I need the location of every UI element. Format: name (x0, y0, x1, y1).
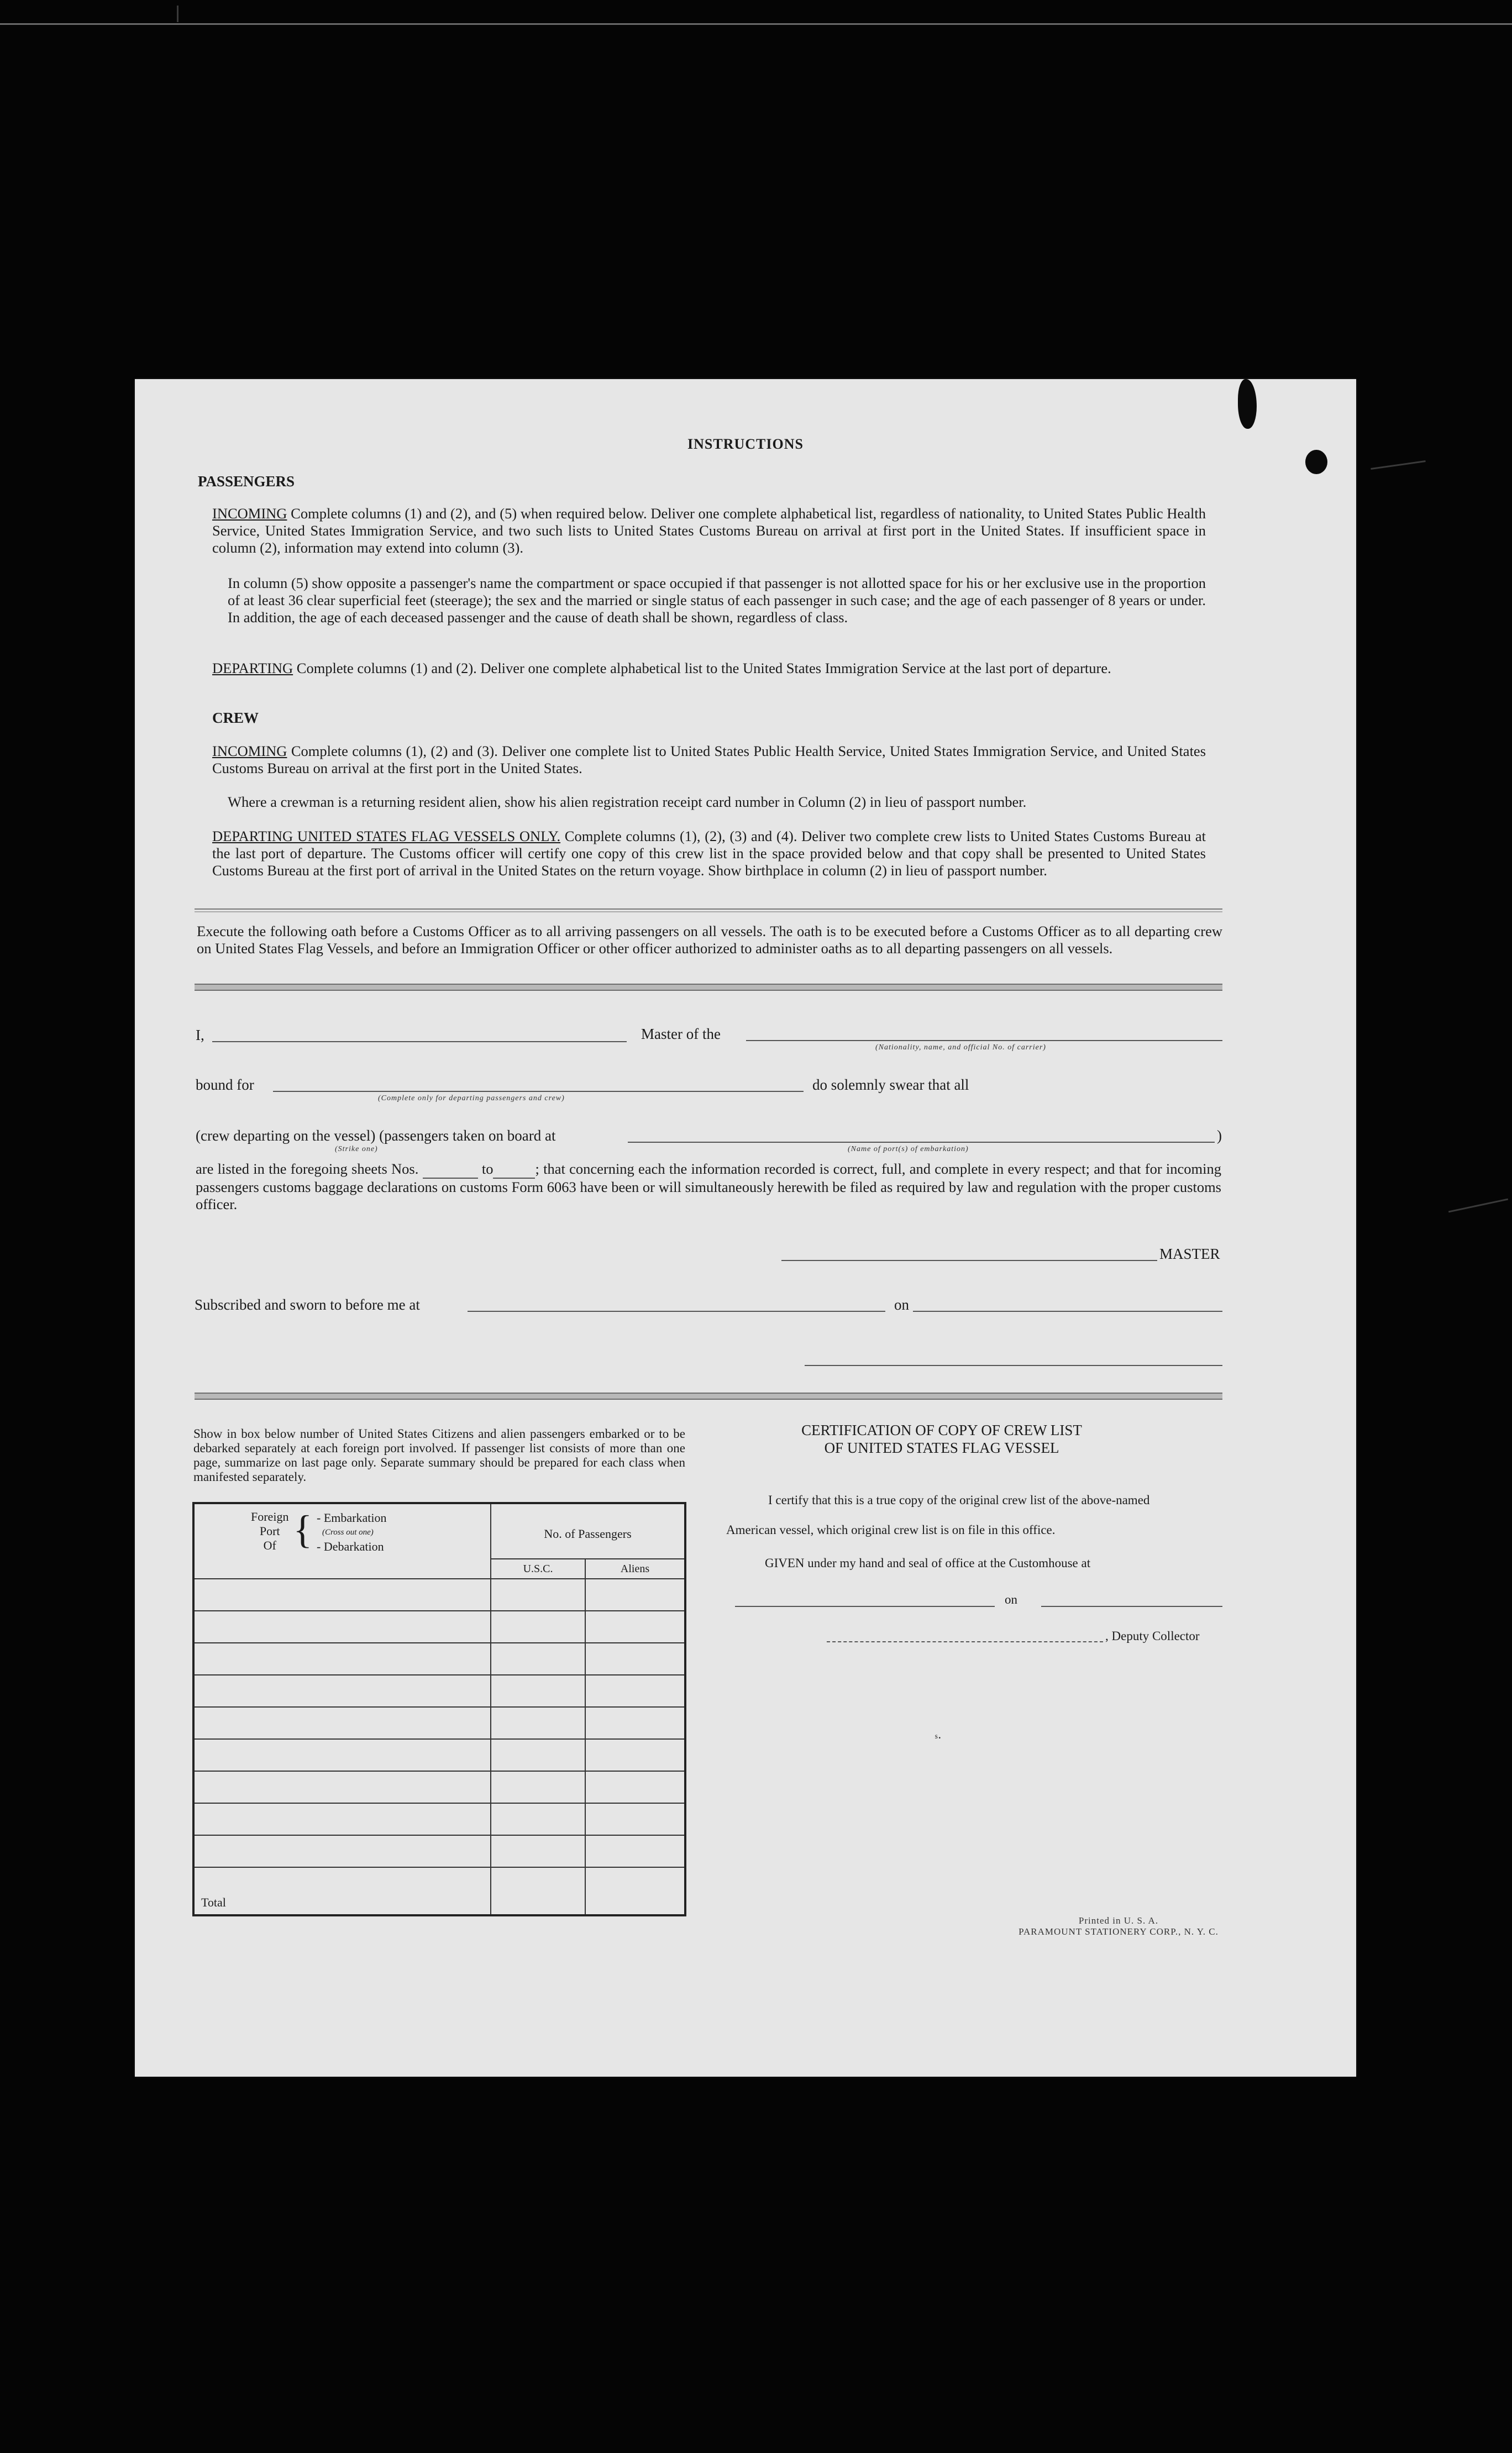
box-instruction: Show in box below number of United States Citizens and alien passengers embarked or to be debarked separately at each foreign port involved. If passenger list consists of more than one page, summarize on last page only. Separate summary should be prepared for each class when manifested separately. (193, 1427, 685, 1484)
cross-out-label: (Cross out one) (322, 1528, 374, 1537)
table-row (193, 1835, 685, 1867)
subscribed-label: Subscribed and sworn to before me at (195, 1296, 420, 1313)
usc-cell[interactable] (491, 1643, 585, 1675)
master-signature-line[interactable] (781, 1260, 1157, 1261)
film-scratch (1448, 1199, 1508, 1213)
port-cell[interactable] (193, 1739, 491, 1771)
officer-signature-line[interactable] (805, 1365, 1222, 1366)
oath-instruction: Execute the following oath before a Customs Officer as to all arriving passengers on all vessels. The oath is to be executed before a Customs Officer as to all departing crew on United States Flag Vessels, and before an Immigration Officer or other officer authorized to administer oaths as to all departing passengers on all vessels. (197, 923, 1222, 957)
usc-cell[interactable] (491, 1707, 585, 1739)
crew-incoming-label: INCOMING (212, 743, 287, 759)
passengers-departing-text: Complete columns (1) and (2). Deliver one complete alphabetical list to the United States Immigration Service at the last port of departure. (296, 660, 1111, 676)
passengers-heading: PASSENGERS (198, 473, 295, 490)
aliens-total-cell[interactable] (585, 1867, 685, 1915)
bound-for-caption: (Complete only for departing passengers and crew) (378, 1094, 565, 1102)
ink-mark (1238, 379, 1257, 429)
aliens-cell[interactable] (585, 1771, 685, 1803)
printer-imprint (975, 1915, 1262, 1937)
close-paren: ) (1217, 1127, 1222, 1144)
crew-departing-label: DEPARTING UNITED STATES FLAG VESSELS ONLY. (212, 828, 561, 844)
film-scratch (1371, 460, 1425, 470)
bound-for-label: bound for (196, 1076, 254, 1093)
usc-cell[interactable] (491, 1835, 585, 1867)
embarkation-label: - Embarkation (317, 1511, 387, 1525)
film-edge-line (0, 23, 1512, 25)
certify-text-2: American vessel, which original crew list is on file in this office. (726, 1523, 1056, 1537)
aliens-header: Aliens (585, 1559, 685, 1579)
crew-departing-text: Complete columns (1), (2), (3) and (4). Deliver two complete crew lists to United States Customs Bureau at the last port of departure. The Customs officer will certify one copy of this crew list in the space provided below and that copy shall be presented to United States Customs Bureau at the first port of arrival in the United States on the return voyage. Show birthplace in column (2) in lieu of passport number. (212, 828, 1206, 879)
certification-title-line1: CERTIFICATION OF COPY OF CREW LIST (801, 1422, 1082, 1438)
table-row (193, 1707, 685, 1739)
passenger-summary-table (192, 1502, 686, 1916)
passengers-departing-paragraph (212, 660, 1206, 677)
form-page (135, 379, 1356, 2077)
aliens-cell[interactable] (585, 1675, 685, 1707)
port-cell[interactable] (193, 1643, 491, 1675)
passengers-incoming-paragraph (212, 505, 1206, 556)
crew-heading: CREW (212, 710, 259, 726)
sworn-date-line[interactable] (913, 1311, 1222, 1312)
nationality-caption: (Nationality, name, and official No. of carrier) (875, 1043, 1046, 1052)
aliens-cell[interactable] (585, 1707, 685, 1739)
certification-title-line2: OF UNITED STATES FLAG VESSEL (824, 1440, 1059, 1456)
listed-paragraph (196, 1160, 1221, 1213)
swear-label: do solemnly swear that all (812, 1076, 969, 1093)
foreign-label: Foreign (251, 1510, 289, 1524)
ports-caption: (Name of port(s) of embarkation) (848, 1145, 969, 1153)
table-total-row (193, 1867, 685, 1915)
aliens-cell[interactable] (585, 1643, 685, 1675)
usc-cell[interactable] (491, 1611, 585, 1643)
film-scratch (177, 6, 179, 22)
no-of-passengers-header: No. of Passengers (491, 1503, 685, 1559)
sworn-place-line[interactable] (468, 1311, 885, 1312)
total-label: Total (193, 1867, 491, 1915)
port-cell[interactable] (193, 1579, 491, 1611)
master-label: MASTER (1159, 1246, 1220, 1262)
instructions-title: INSTRUCTIONS (687, 436, 804, 452)
carrier-line[interactable] (746, 1040, 1222, 1041)
port-cell[interactable] (193, 1803, 491, 1835)
port-cell[interactable] (193, 1675, 491, 1707)
sheet-from-blank[interactable] (423, 1160, 478, 1179)
sheet-to-blank[interactable] (493, 1160, 535, 1179)
foreign-port-header (193, 1503, 491, 1579)
port-cell[interactable] (193, 1707, 491, 1739)
aliens-cell[interactable] (585, 1579, 685, 1611)
of-label: Of (263, 1538, 276, 1552)
stray-mark: ˢ· (935, 1731, 942, 1745)
deputy-signature-line[interactable] (827, 1641, 1103, 1642)
printer-line2: PARAMOUNT STATIONERY CORP., N. Y. C. (1019, 1926, 1219, 1937)
section-divider (195, 984, 1222, 991)
port-cell[interactable] (193, 1835, 491, 1867)
table-row (193, 1643, 685, 1675)
cert-date-line[interactable] (1041, 1606, 1222, 1607)
brace-icon: { (293, 1507, 313, 1552)
crew-departing-paragraph (212, 828, 1206, 879)
port-label: Port (259, 1524, 280, 1538)
sworn-on-label: on (894, 1296, 909, 1313)
passengers-column5-paragraph: In column (5) show opposite a passenger's name the compartment or space occupied if that passenger is not allotted space for his or her exclusive use in the proportion of at least 36 clear superficial feet (steerage); the sex and the married or single status of each passenger in such case; and the age of each passenger of 8 years or under. In addition, the age of each deceased passenger and the cause of death shall be shown, regardless of class. (228, 575, 1206, 626)
table-row (193, 1803, 685, 1835)
crew-passengers-label: (crew departing on the vessel) (passengers taken on board at (196, 1127, 556, 1144)
usc-total-cell[interactable] (491, 1867, 585, 1915)
customhouse-line[interactable] (735, 1606, 995, 1607)
punch-hole (1305, 450, 1327, 474)
table-row (193, 1771, 685, 1803)
to-label: to (481, 1160, 494, 1177)
aliens-cell[interactable] (585, 1739, 685, 1771)
certification-title (776, 1421, 1107, 1457)
master-name-line[interactable] (212, 1041, 627, 1042)
given-text: GIVEN under my hand and seal of office at the Customhouse at (765, 1556, 1091, 1570)
table-row (193, 1579, 685, 1611)
printer-line1: Printed in U. S. A. (1078, 1915, 1159, 1926)
aliens-cell[interactable] (585, 1835, 685, 1867)
passengers-incoming-text: Complete columns (1) and (2), and (5) when required below. Deliver one complete alphabetical list, regardless of nationality, to United States Public Health Service, United States Immigration Service, and two such lists to United States Customs Bureau on arrival at first port in the United States. If insufficient space in column (2), information may extend into column (3). (212, 505, 1206, 556)
listed-prefix: are listed in the foregoing sheets Nos. (196, 1160, 419, 1177)
aliens-cell[interactable] (585, 1803, 685, 1835)
table-row (193, 1611, 685, 1643)
usc-cell[interactable] (491, 1771, 585, 1803)
listed-suffix: ; that concerning each the information recorded is correct, full, and complete in every respect; and that for incoming passengers customs baggage declarations on customs Form 6063 have been or will simultaneously herewith be filed as required by law and regulation with the proper customs officer. (196, 1160, 1222, 1212)
crew-incoming-paragraph (212, 743, 1206, 777)
section-divider (195, 908, 1222, 912)
usc-cell[interactable] (491, 1739, 585, 1771)
crew-incoming-text: Complete columns (1), (2) and (3). Deliver one complete list to United States Public Health Service, United States Immigration Service, and United States Customs Bureau on arrival at the first port in the United States. (212, 743, 1206, 776)
oath-i-label: I, (196, 1027, 204, 1043)
master-of-label: Master of the (641, 1026, 721, 1042)
strike-one-caption: (Strike one) (335, 1145, 378, 1153)
usc-header: U.S.C. (491, 1559, 585, 1579)
usc-cell[interactable] (491, 1675, 585, 1707)
aliens-cell[interactable] (585, 1611, 685, 1643)
table-row (193, 1675, 685, 1707)
section-divider (195, 1393, 1222, 1400)
port-cell[interactable] (193, 1771, 491, 1803)
usc-cell[interactable] (491, 1579, 585, 1611)
port-cell[interactable] (193, 1611, 491, 1643)
passengers-departing-label: DEPARTING (212, 660, 293, 676)
passengers-incoming-label: INCOMING (212, 505, 287, 522)
bound-for-line[interactable] (273, 1091, 804, 1092)
deputy-collector-label: , Deputy Collector (1105, 1629, 1200, 1643)
debarkation-label: - Debarkation (317, 1540, 384, 1553)
certify-text-1: I certify that this is a true copy of the original crew list of the above-named (768, 1493, 1150, 1507)
embarkation-ports-line[interactable] (628, 1142, 1215, 1143)
usc-cell[interactable] (491, 1803, 585, 1835)
table-row (193, 1739, 685, 1771)
cert-on-label: on (1005, 1593, 1017, 1606)
crew-resident-paragraph: Where a crewman is a returning resident alien, show his alien registration receipt card number in Column (2) in lieu of passport number. (228, 794, 1027, 810)
